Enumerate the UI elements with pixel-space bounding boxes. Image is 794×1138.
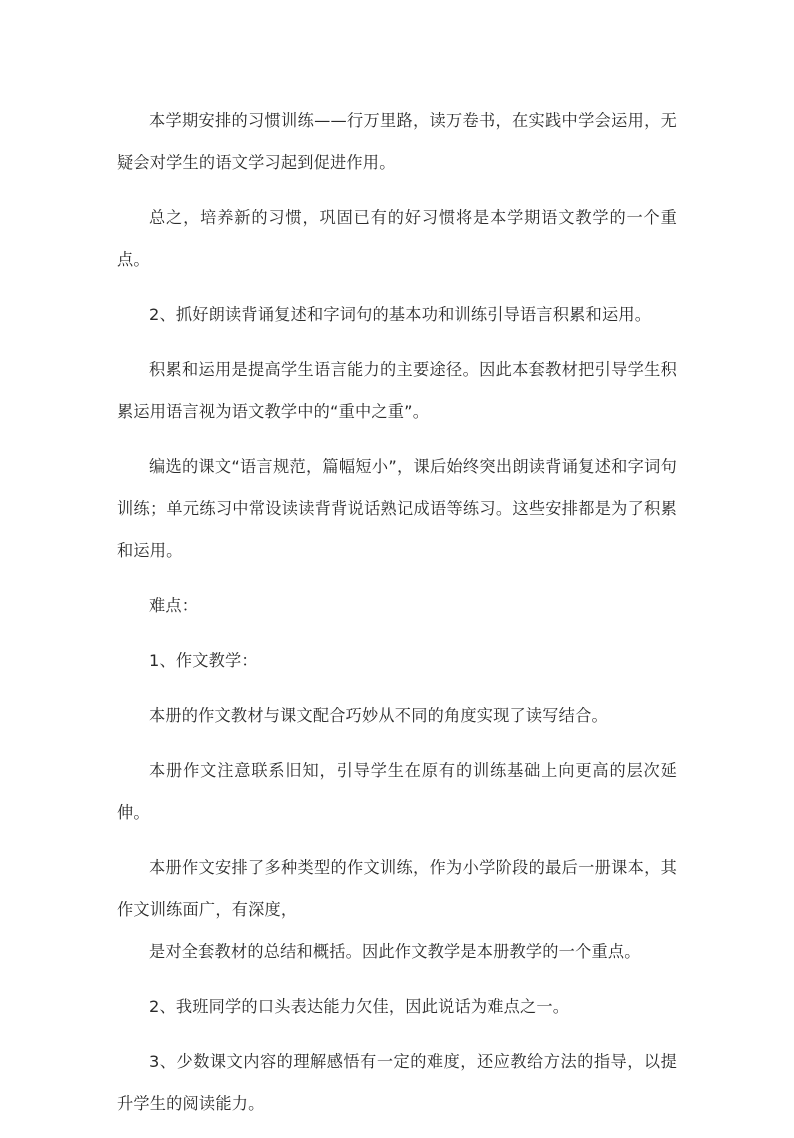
paragraph-summary: 总之，培养新的习惯，巩固已有的好习惯将是本学期语文教学的一个重点。	[117, 208, 677, 269]
paragraph-accumulation: 积累和运用是提高学生语言能力的主要途径。因此本套教材把引导学生积累运用语言视为语文教学中的“重中之重”。	[117, 360, 677, 421]
paragraph-comprehension: 3、少数课文内容的理解感悟有一定的难度，还应教给方法的指导，以提升学生的阅读能力。	[117, 1052, 677, 1113]
paragraph-difficulties-heading: 难点：	[149, 596, 199, 615]
paragraph-reading-writing: 本册的作文教材与课文配合巧妙从不同的角度实现了读写结合。	[149, 706, 608, 725]
paragraph-composition-summary: 是对全套教材的总结和概括。因此作文教学是本册教学的一个重点。	[149, 942, 641, 961]
paragraph-text-selection: 编选的课文“语言规范，篇幅短小”，课后始终突出朗读背诵复述和字词句训练；单元练习中常设读读背背说话熟记成语等练习。这些安排都是为了积累和运用。	[117, 457, 677, 560]
paragraph-prior-knowledge: 本册作文注意联系旧知，引导学生在原有的训练基础上向更高的层次延伸。	[117, 761, 677, 822]
paragraph-habit-training: 本学期安排的习惯训练——行万里路，读万卷书，在实践中学会运用，无疑会对学生的语文学习起到促进作用。	[117, 111, 677, 172]
paragraph-oral-expression: 2、我班同学的口头表达能力欠佳，因此说话为难点之一。	[149, 997, 570, 1016]
paragraph-point-2: 2、抓好朗读背诵复述和字词句的基本功和训练引导语言积累和运用。	[149, 305, 652, 324]
paragraph-composition-heading: 1、作文教学：	[149, 651, 258, 670]
document-body	[117, 100, 677, 1138]
paragraph-composition-types: 本册作文安排了多种类型的作文训练，作为小学阶段的最后一册课本，其作文训练面广，有深度，	[117, 858, 677, 919]
